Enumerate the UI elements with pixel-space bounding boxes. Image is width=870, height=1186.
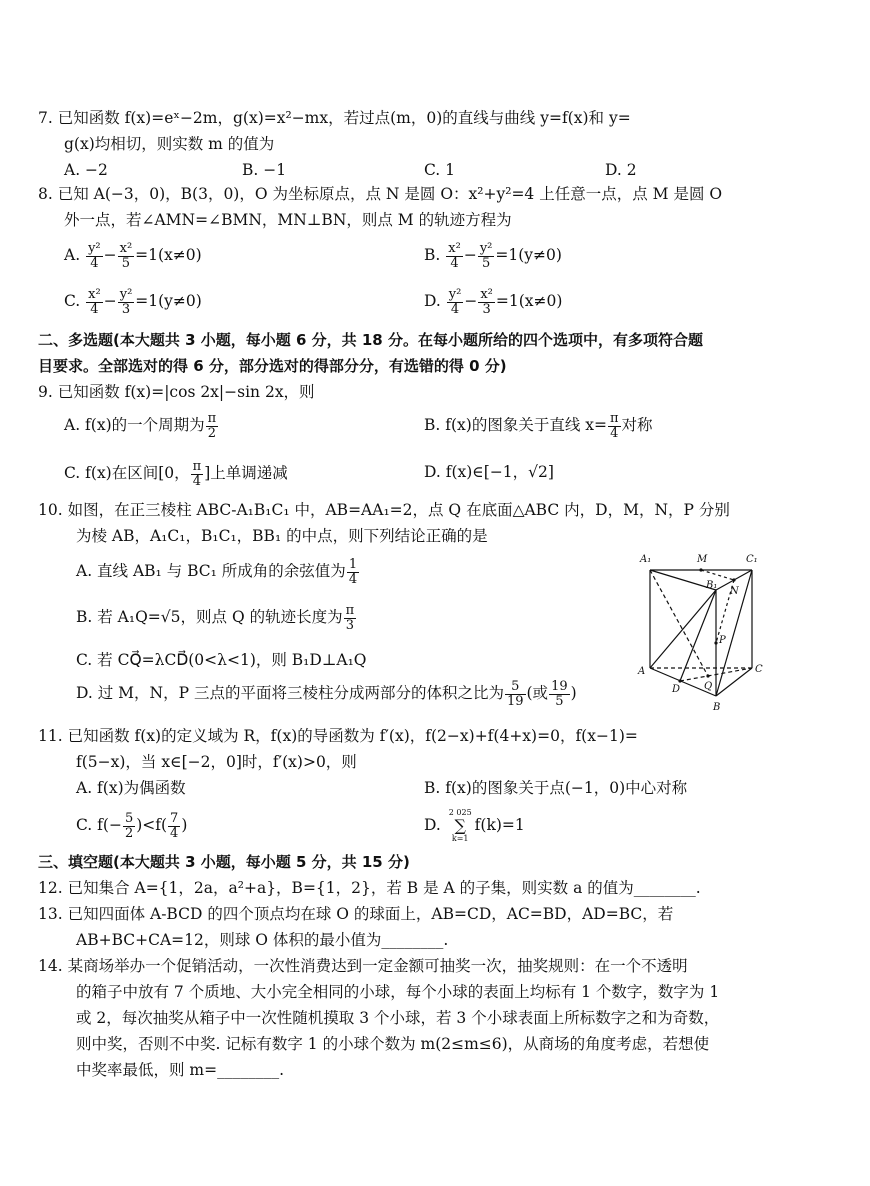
point-n — [732, 578, 735, 581]
q14-line1: 14. 某商场举办一个促销活动，一次性消费达到一定金额可抽奖一次，抽奖规则：在一个不透明 — [38, 957, 688, 975]
opt-label: D. — [424, 292, 441, 310]
fraction: $\frac{\pi}{4}$ — [609, 410, 619, 441]
q14-line5: 中奖率最低，则 m=________. — [76, 1061, 285, 1079]
fraction: $\frac{5}{19}$ — [506, 678, 524, 709]
label-a: A — [638, 666, 646, 677]
q7-line1: 7. 已知函数 f(x)=eˣ−2m，g(x)=x²−mx，若过点(m，0)的直线与曲线 y=f(x)和 y= — [38, 109, 631, 127]
fraction: $\frac{7}{4}$ — [170, 810, 179, 841]
q14-line2: 的箱子中放有 7 个质地、大小完全相同的小球，每个小球的表面上均标有 1 个数字，数字为 1 — [76, 983, 720, 1001]
label-d: D — [672, 684, 681, 695]
q11-opt-a: A. f(x)为偶函数 — [76, 779, 186, 797]
q7-opt-c: C. 1 — [424, 161, 456, 179]
point-d — [678, 679, 681, 682]
label-m: M — [697, 554, 708, 565]
fraction: $\frac{\pi}{2}$ — [207, 410, 217, 441]
label-p: P — [719, 635, 726, 646]
label-a1: A₁ — [640, 554, 652, 565]
fraction: $\frac{\text{y²}}{4}$ — [448, 286, 462, 317]
opt-label: B. — [424, 246, 441, 264]
q7-line2: g(x)均相切，则实数 m 的值为 — [64, 135, 275, 153]
q11-opt-b: B. f(x)的图象关于点(−1，0)中心对称 — [424, 779, 688, 797]
q9-opt-a: A. f(x)的一个周期为 $\frac{\pi}{2}$ — [64, 410, 217, 441]
label-q: Q — [704, 681, 713, 692]
q12: 12. 已知集合 A={1，2a，a²+a}，B={1，2}，若 B 是 A 的子集，则实数 a 的值为________. — [38, 879, 701, 897]
fraction: $\frac{\text{x²}}{4}$ — [448, 240, 461, 271]
q8-opt-b: B. $\frac{\text{x²}}{4}$ − $\frac{\text{y²}}{5}$ =1(y≠0) — [424, 240, 562, 271]
summation: 2 025 ∑ k=1 — [448, 808, 472, 843]
q9-opt-d: D. f(x)∈[−1，√2] — [424, 463, 554, 481]
point-p — [714, 641, 717, 644]
q11-line1: 11. 已知函数 f(x)的定义域为 R，f(x)的导函数为 f′(x)，f(2−x)+f(4+x)=0，f(x−1)= — [38, 727, 638, 745]
fraction: $\frac{5}{2}$ — [124, 810, 134, 841]
section2-heading-line1: 二、多选题(本大题共 3 小题，每小题 6 分，共 18 分。在每小题所给的四个选项中，有多项符合题 — [38, 331, 703, 349]
edge-bc — [716, 668, 752, 696]
q8-line2: 外一点，若∠AMN=∠BMN，MN⊥BN，则点 M 的轨迹方程为 — [64, 211, 512, 229]
fraction: $\frac{\text{y²}}{5}$ — [479, 240, 493, 271]
label-n: N — [730, 586, 739, 597]
q10-opt-b: B. 若 A₁Q=√5，则点 Q 的轨迹长度为 $\frac{\pi}{3}$ — [76, 602, 355, 633]
point-m — [699, 568, 702, 571]
opt-label: A. — [64, 246, 81, 264]
prism-figure — [636, 548, 766, 716]
fraction: $\frac{\text{x²}}{4}$ — [88, 286, 101, 317]
q7-opt-b: B. −1 — [242, 161, 287, 179]
q9-stem: 9. 已知函数 f(x)=|cos 2x|−sin 2x，则 — [38, 383, 315, 401]
q7-opt-a: A. −2 — [64, 161, 108, 179]
q13-line2: AB+BC+CA=12，则球 O 体积的最小值为________. — [76, 931, 449, 949]
line-ab1 — [650, 590, 716, 668]
q10-opt-a: A. 直线 AB₁ 与 BC₁ 所成角的余弦值为 $\frac{1}{4}$ — [76, 556, 358, 587]
q11-opt-c: C. f(− $\frac{5}{2}$ )<f( $\frac{7}{4}$ ) — [76, 810, 188, 841]
fraction: $\frac{19}{5}$ — [551, 678, 568, 709]
label-c1: C₁ — [746, 554, 758, 565]
fraction: $\frac{\text{x²}}{3}$ — [480, 286, 493, 317]
fraction: $\frac{\pi}{4}$ — [192, 458, 202, 489]
label-b: B — [713, 702, 721, 713]
q14-line3: 或 2，每次抽奖从箱子中一次性随机摸取 3 个小球，若 3 个小球表面上所标数字之和为奇数， — [76, 1009, 720, 1027]
label-b1: B₁ — [706, 580, 718, 591]
q11-opt-d: D. 2 025 ∑ k=1 f(k)=1 — [424, 808, 525, 843]
opt-label: C. — [64, 292, 81, 310]
fraction: $\frac{1}{4}$ — [348, 556, 358, 587]
q8-opt-c: C. $\frac{\text{x²}}{4}$ − $\frac{\text{y²}}{3}$ =1(y≠0) — [64, 286, 202, 317]
line-a1q — [650, 570, 708, 676]
q10-opt-c: C. 若 CQ⃗=λCD⃗(0<λ<1)，则 B₁D⊥A₁Q — [76, 651, 367, 669]
fraction: $\frac{\text{x²}}{5}$ — [119, 240, 133, 271]
q9-opt-b: B. f(x)的图象关于直线 x= $\frac{\pi}{4}$ 对称 — [424, 410, 653, 441]
q11-line2: f(5−x)，当 x∈[−2，0]时，f′(x)>0，则 — [76, 753, 357, 771]
line-mn — [701, 570, 734, 580]
fraction: $\frac{\pi}{3}$ — [345, 602, 355, 633]
q10-line2: 为棱 AB，A₁C₁，B₁C₁，BB₁ 的中点，则下列结论正确的是 — [76, 527, 488, 545]
q10-line1: 10. 如图，在正三棱柱 ABC-A₁B₁C₁ 中，AB=AA₁=2，点 Q 在底面△ABC 内，D，M，N，P 分别 — [38, 501, 730, 519]
fraction: $\frac{\text{y²}}{3}$ — [119, 286, 133, 317]
q8-opt-a: A. $\frac{\text{y²}}{4}$ − $\frac{\text{x²}}{5}$ =1(x≠0) — [64, 240, 202, 271]
q7-opt-d: D. 2 — [605, 161, 637, 179]
q13-line1: 13. 已知四面体 A-BCD 的四个顶点均在球 O 的球面上，AB=CD，AC=BD，AD=BC，若 — [38, 905, 674, 923]
label-c: C — [755, 664, 763, 675]
line-b1d — [680, 590, 716, 681]
q8-opt-d: D. $\frac{\text{y²}}{4}$ − $\frac{\text{x²}}{3}$ =1(x≠0) — [424, 286, 563, 317]
q14-line4: 则中奖，否则不中奖. 记标有数字 1 的小球个数为 m(2≤m≤6)，从商场的角度考虑，若想使 — [76, 1035, 710, 1053]
q10-opt-d: D. 过 M，N，P 三点的平面将三棱柱分成两部分的体积之比为 $\frac{5}{19}$ (或 $\frac{19}{5}$ ) — [76, 678, 577, 709]
fraction: $\frac{\text{y²}}{4}$ — [88, 240, 101, 271]
q9-opt-c: C. f(x)在区间[0， $\frac{\pi}{4}$ ]上单调递减 — [64, 458, 288, 489]
q8-line1: 8. 已知 A(−3，0)，B(3，0)，O 为坐标原点，点 N 是圆 O：x²+y²=4 上任意一点，点 M 是圆 O — [38, 185, 723, 203]
section2-heading-line2: 目要求。全部选对的得 6 分，部分选对的得部分分，有选错的得 0 分) — [38, 357, 507, 375]
point-q — [706, 674, 709, 677]
section3-heading: 三、填空题(本大题共 3 小题，每小题 5 分，共 15 分) — [38, 853, 410, 871]
